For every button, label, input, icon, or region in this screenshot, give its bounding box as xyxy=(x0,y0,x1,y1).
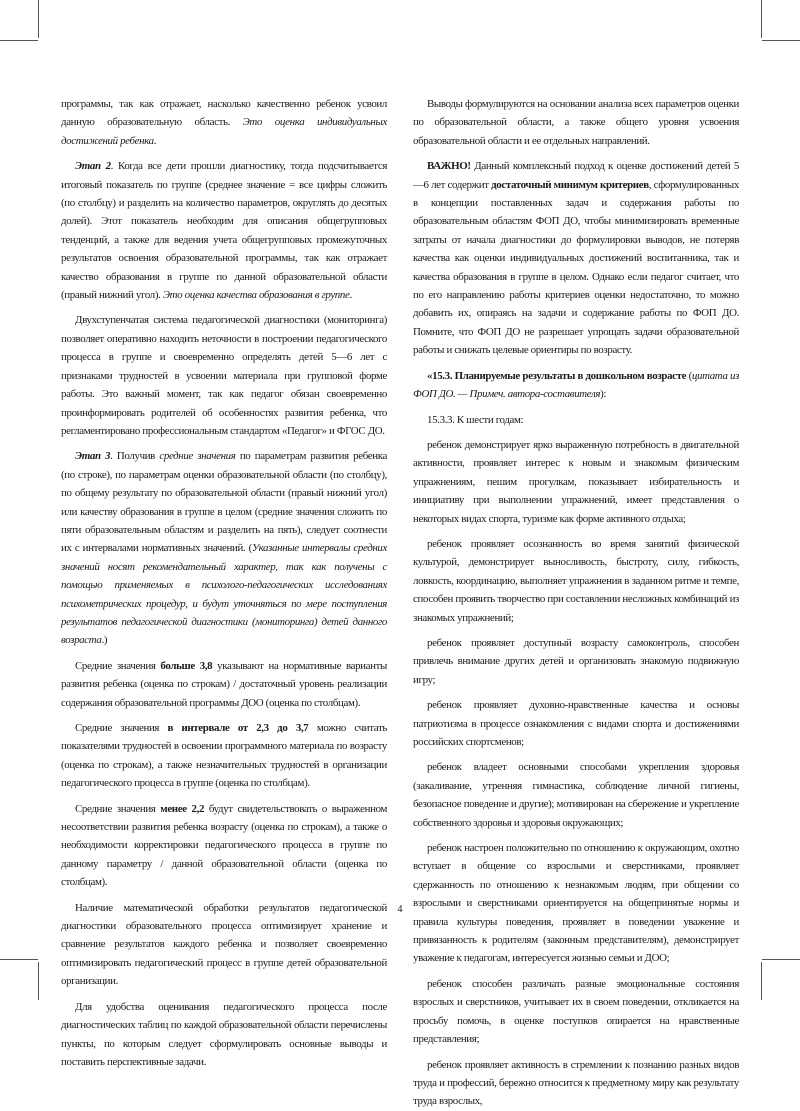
text-run: средние значения xyxy=(159,450,236,463)
text-run: цитата из ФОП ДО. — Примеч. автора-составителя xyxy=(413,369,739,401)
paragraph-p2 xyxy=(61,157,387,304)
text-run: будут свидетельствовать о выраженном несоответствии развития ребенка возрасту (оценка по строкам), а также о необходимости корректировки педагогического процесса в группе по данному параметру / данной образовательной области (оценка по столбцам). xyxy=(61,802,387,889)
text-run: Указанные интервалы средних значений носят рекомендательный характер, так как получены с помощью применяемых в психолого-педагогических исследованиях психометрических процедур, и будут уточняться по мере поступления результатов педагогической диагностики (мониторинга) детей данного возраста xyxy=(61,542,387,647)
text-run: ( xyxy=(686,369,692,382)
crop-mark xyxy=(38,0,39,38)
text-run: менее 2,2 xyxy=(160,802,205,815)
text-run: Этап 3 xyxy=(75,450,111,463)
right-column xyxy=(413,95,739,1108)
paragraph-r7 xyxy=(413,634,739,689)
text-run: ): xyxy=(600,388,607,401)
paragraph-p7 xyxy=(61,800,387,892)
text-run: ребенок демонстрирует ярко выраженную потребность в двигательной активности, проявляет интерес к новым и знакомым физическим упражнениям, пешим прогулкам, показывает избирательность и инициативу при выполнении упражнений, имеет представления о некоторых видах спорта, туризме как форме активного отдыха; xyxy=(413,438,739,525)
paragraph-r8 xyxy=(413,696,739,751)
text-run: ребенок владеет основными способами укрепления здоровья (закаливание, утренняя гимнастика, соблюдение личной гигиены, безопасное поведение и другие); мотивирован на сбережение и укрепление собственного здоровья и здоровья окружающих; xyxy=(413,761,739,829)
text-run: ребенок проявляет духовно-нравственные качества и основы патриотизма в процессе ознакомления с видами спорта и достижениями российских спортсменов; xyxy=(413,699,739,748)
text-run: больше 3,8 xyxy=(160,659,213,672)
text-run: 15.3.3. К шести годам: xyxy=(427,413,524,426)
paragraph-r5 xyxy=(413,436,739,528)
text-run: Средние значения xyxy=(75,802,161,815)
text-run: указывают на нормативные варианты развития ребенка (оценка по строкам) / достаточный уровень реализации содержания образовательной программы ДОО (оценка по столбцам). xyxy=(61,659,387,709)
text-run: Средние значения xyxy=(75,722,168,734)
text-run: , сформулированных в концепции поставленных задач и содержания работы по образовательным областям ФОП ДО, чтобы минимизировать временные затраты от начала диагностики до формулировки выводов, не потеряв качества как оценки индивидуальных достижений воспитанника, так и качества образования в группе в целом. Однако если педагог считает, что по его направлению работы критериев оценки недостаточно, то можно добавить их, опираясь на задачи и содержание работы по ФОП ДО. Помните, что ФОП ДО не разрешает упрощать задачи образовательной работы и снижать целевые ориентиры по возрасту. xyxy=(413,178,739,357)
text-run: Средние значения xyxy=(75,659,161,672)
text-run: по параметрам развития ребенка (по строке), по параметрам оценки образовательной области (по столбцу), по общему результату по образовательной области (правый нижний угол) или качеству образования в группе в целом (средние значения сложить по пяти образовательным областям и разделить на пять), следует соотнести их с интервалами нормативных значений. ( xyxy=(61,450,387,555)
text-run: . Когда все дети прошли диагностику, тогда подсчитывается итоговый показатель по группе (среднее значение = все цифры сложить (по столбцу) и разделить на количество параметров, округлять до десятых долей). Этот показатель необходим для описания общегрупповых тенденций, а также для ведения учета общегрупповых промежуточных результатов освоения образовательной программы, так как отражает качество образования в группе по данной образовательной области (правый нижний угол). xyxy=(61,160,387,302)
crop-mark xyxy=(761,0,762,38)
text-run: .) xyxy=(101,634,108,647)
paragraph-p5 xyxy=(61,657,387,712)
text-run: в интервале от 2,3 до 3,7 xyxy=(167,722,309,734)
text-run: ребенок проявляет доступный возрасту самоконтроль, способен привлечь внимание других детей и организовать знакомую подвижную игру; xyxy=(413,636,739,686)
paragraph-r9 xyxy=(413,758,739,832)
text-run: Это оценка индивидуальных достижений ребенка xyxy=(61,116,387,147)
crop-mark xyxy=(762,959,800,960)
text-run: . Получив xyxy=(110,450,160,463)
paragraph-p3 xyxy=(61,311,387,440)
paragraph-p1 xyxy=(61,95,387,150)
paragraph-r4 xyxy=(413,411,739,429)
left-column xyxy=(61,95,387,1068)
crop-mark xyxy=(762,40,800,41)
text-run: Наличие математической обработки результатов педагогической диагностики образовательного процесса оптимизирует хранение и сравнение результатов каждого ребенка и позволяет своевременно оптимизировать педагогический процесс в группе детей образовательной организации. xyxy=(61,901,387,988)
paragraph-r3 xyxy=(413,367,739,404)
text-run: . xyxy=(349,289,352,302)
text-run: Выводы формулируются на основании анализа всех параметров оценки по образовательной области, а также общего уровня усвоения образовательной области и ее отдельных направлений. xyxy=(413,98,739,147)
paragraph-p6 xyxy=(61,719,387,793)
paragraph-p4 xyxy=(61,447,387,649)
text-run: программы, так как отражает, насколько качественно ребенок усвоил данную образовательную область. xyxy=(61,98,387,129)
crop-mark xyxy=(38,962,39,1000)
text-run: Это оценка качества образования в группе xyxy=(162,289,350,302)
text-run: «15.3. Планируемые результаты в дошкольном возрасте xyxy=(427,369,687,382)
crop-mark xyxy=(761,962,762,1000)
text-run: . xyxy=(153,134,157,147)
text-run: ВАЖНО! xyxy=(427,160,471,173)
text-run: ребенок настроен положительно по отношению к окружающим, охотно вступает в общение со взрослыми и сверстниками, проявляет сдержанность по отношению к незнакомым людям, при общении со взрослыми и сверстниками ориентируется на общепринятые нормы и правила культуры поведения, проявляет в поведении уважение и привязанность к родителям (законным представителям), демонстрирует уважение к педагогам, интересуется жизнью семьи и ДОО; xyxy=(413,842,739,965)
paragraph-p9 xyxy=(61,998,387,1072)
crop-mark xyxy=(0,40,38,41)
paragraph-r11 xyxy=(413,975,739,1049)
paragraph-r12 xyxy=(413,1056,739,1111)
paragraph-r2 xyxy=(413,157,739,359)
text-run: Данный комплексный подход к оценке достижений детей 5—6 лет содержит xyxy=(413,160,739,191)
paragraph-r1 xyxy=(413,95,739,150)
text-run: ребенок способен различать разные эмоциональные состояния взрослых и сверстников, учитывает их в своем поведении, откликается на просьбу помочь, в оценке поступков опирается на нравственные представления; xyxy=(413,977,739,1046)
paragraph-r6 xyxy=(413,535,739,627)
document-page xyxy=(61,95,739,1108)
text-run: ребенок проявляет осознанность во время занятий физической культурой, демонстрирует выносливость, быстроту, силу, гибкость, ловкость, координацию, выполняет упражнения в заданном ритме и темпе, способен проявить творчество при составлении несложных комбинаций из знакомых упражнений; xyxy=(413,537,739,624)
text-run: Этап 2 xyxy=(75,160,111,173)
text-run: Для удобства оценивания педагогического процесса после диагностических таблиц по каждой образовательной области перечислены пункты, по которым следует сформулировать основные выводы и поставить перспективные задачи. xyxy=(61,1000,387,1068)
text-run: достаточный минимум критериев xyxy=(491,178,649,191)
text-run: ребенок проявляет активность в стремлении к познанию разных видов труда и профессий, бережно относится к предметному миру как результату труда взрослых, xyxy=(413,1058,739,1108)
text-run: Двухступенчатая система педагогической диагностики (мониторинга) позволяет оперативно находить неточности в построении педагогического процесса в группе и своевременно определять детей 5—6 лет с признаками трудностей в усвоении материала при групповой форме работы. Это важный момент, так как педагог обязан своевременно проинформировать родителей об особенностях развития ребенка, что регламентировано профессиональным стандартом «Педагог» и ФГОС ДО. xyxy=(61,314,387,437)
page-number: 4 xyxy=(397,904,403,915)
text-run: можно считать показателями трудностей в освоении программного материала по возрасту (оценка по строкам), а также незначительных трудностей в организации педагогического процесса в группе (оценка по столбцам). xyxy=(61,722,387,790)
crop-mark xyxy=(0,959,38,960)
